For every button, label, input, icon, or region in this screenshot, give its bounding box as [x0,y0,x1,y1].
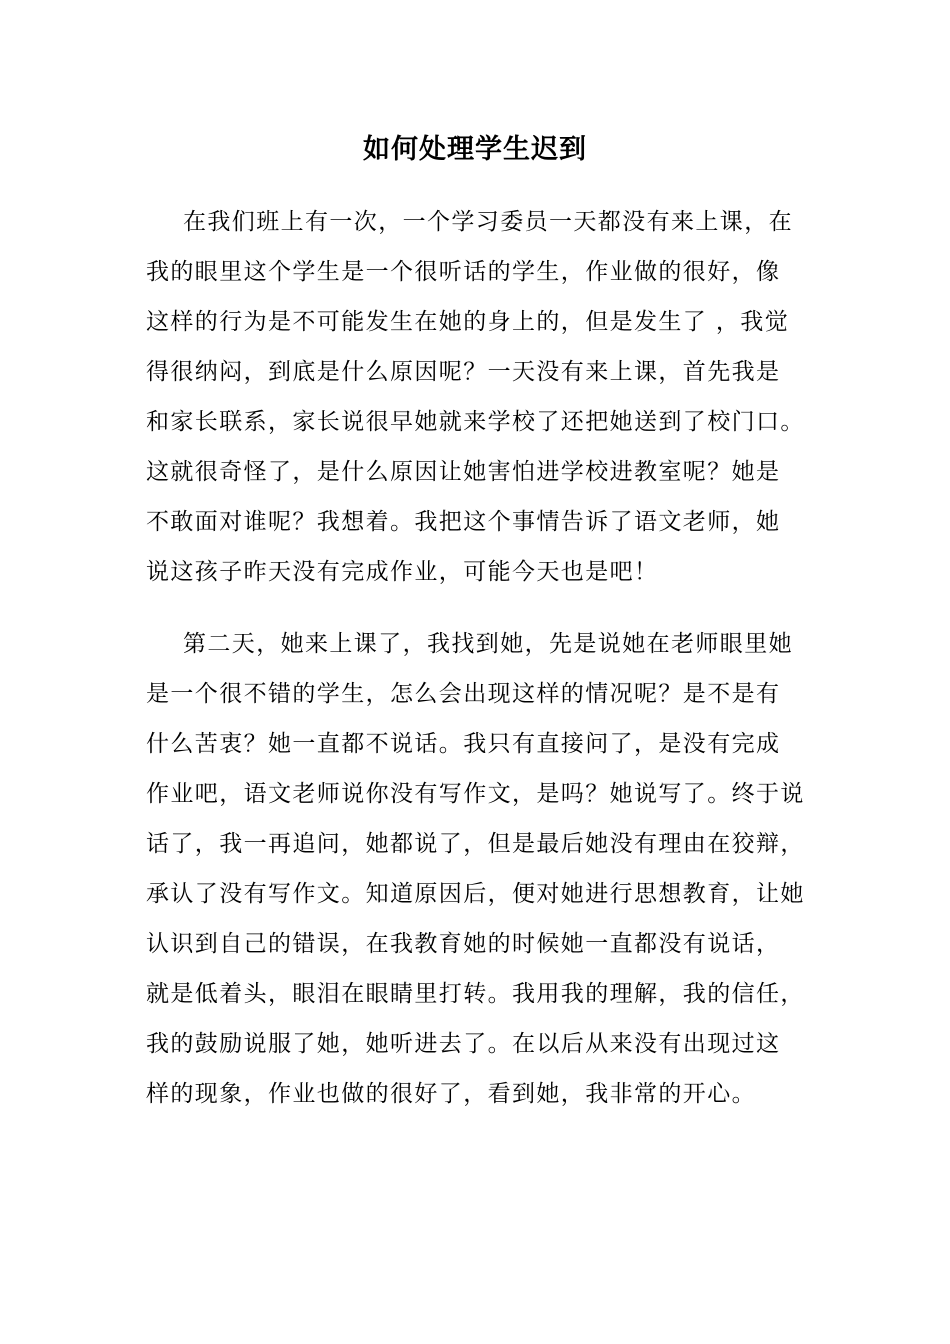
paragraph-2-line: 作业吧，语文老师说你没有写作文，是吗？她说写了。终于说 [146,781,805,807]
paragraph-2-line: 什么苦衷？她一直都不说话。我只有直接问了，是没有完成 [146,731,781,757]
paragraph-1-line: 这样的行为是不可能发生在她的身上的，但是发生了 ，我觉 [146,309,790,335]
paragraph-1-line: 这就很奇怪了，是什么原因让她害怕进学校进教室呢？她是 [146,459,781,485]
paragraph-1-line: 说这孩子昨天没有完成作业，可能今天也是吧！ [146,559,659,585]
paragraph-2-line: 样的现象，作业也做的很好了，看到她，我非常的开心。 [146,1081,756,1107]
document-title: 如何处理学生迟到 [363,134,587,165]
paragraph-2-line: 就是低着头，眼泪在眼睛里打转。我用我的理解，我的信任， [146,981,805,1007]
paragraph-2-line: 第二天，她来上课了，我找到她，先是说她在老师眼里她 [183,631,793,657]
paragraph-1-line: 不敢面对谁呢？我想着。我把这个事情告诉了语文老师，她 [146,509,781,535]
paragraph-1-line: 我的眼里这个学生是一个很听话的学生，作业做的很好，像 [146,259,781,285]
paragraph-2-line: 认识到自己的错误，在我教育她的时候她一直都没有说话， [146,931,781,957]
paragraph-2-line: 是一个很不错的学生，怎么会出现这样的情况呢？是不是有 [146,681,781,707]
paragraph-1-line: 得很纳闷，到底是什么原因呢？一天没有来上课，首先我是 [146,359,781,385]
paragraph-1-line: 和家长联系，家长说很早她就来学校了还把她送到了校门口。 [146,409,805,435]
paragraph-2-line: 话了，我一再追问，她都说了，但是最后她没有理由在狡辩， [146,831,805,857]
paragraph-2-line: 我的鼓励说服了她，她听进去了。在以后从来没有出现过这 [146,1031,781,1057]
paragraph-1-line: 在我们班上有一次，一个学习委员一天都没有来上课，在 [183,209,793,235]
paragraph-2-line: 承认了没有写作文。知道原因后，便对她进行思想教育，让她 [146,881,805,907]
